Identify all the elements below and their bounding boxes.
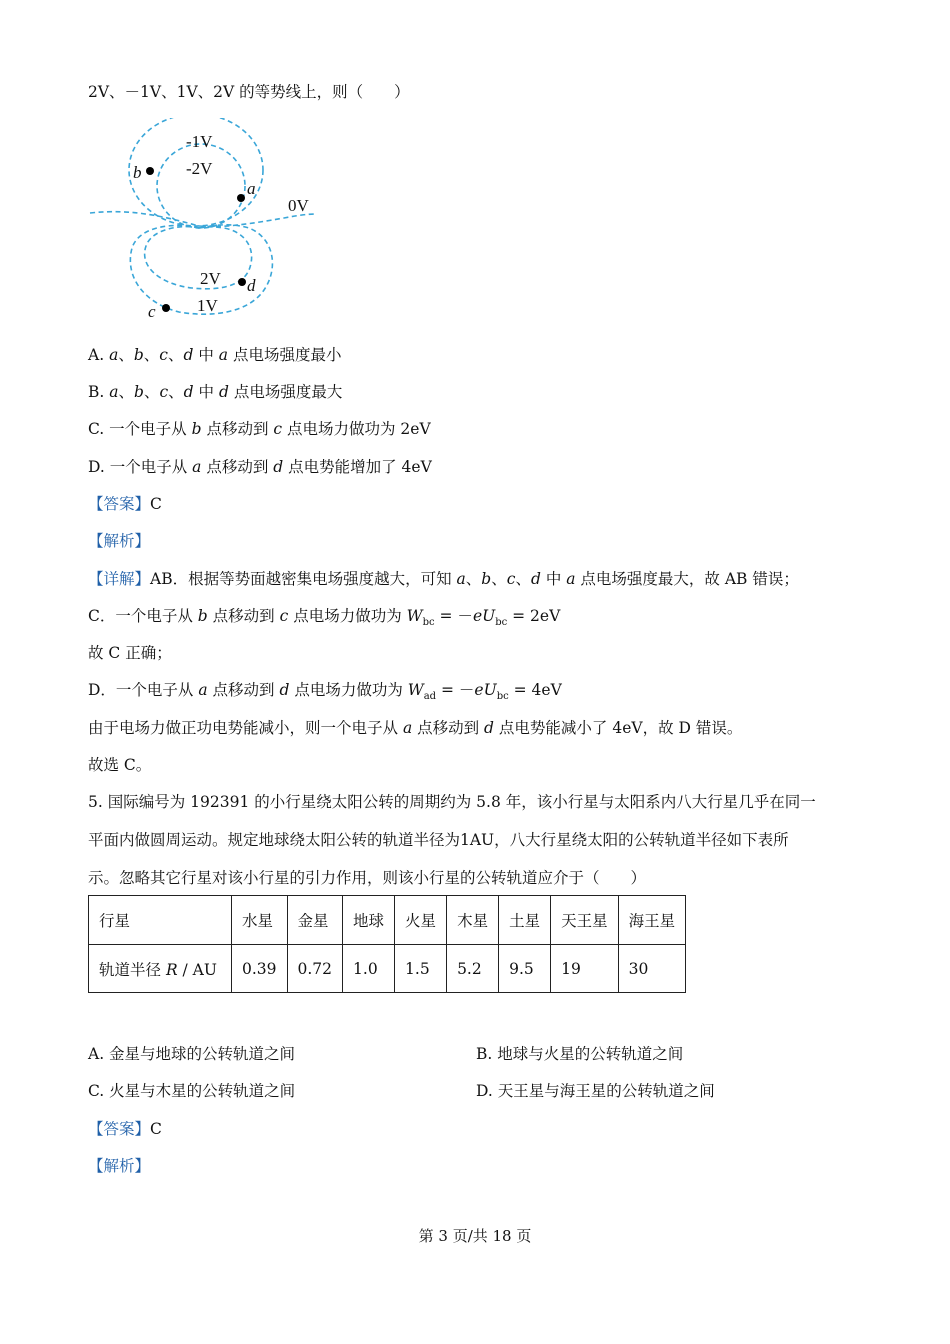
table-planet-cell: 木星: [447, 896, 499, 945]
q5-option-a: A. 金星与地球的公转轨道之间: [88, 1045, 296, 1063]
q5-stem-line3: 示。忽略其它行星对该小行星的引力作用，则该小行星的公转轨道应介于（ ）: [88, 869, 647, 887]
label-point-c: c: [148, 302, 156, 321]
q4-option-b: B. a、b、c、d 中 d 点电场强度最大: [88, 383, 343, 401]
label-point-d: d: [247, 276, 256, 295]
q5-answer: 【答案】C: [88, 1120, 162, 1138]
label-point-b: b: [133, 163, 142, 182]
table-planet-cell: 金星: [287, 896, 343, 945]
table-radius-cell: 5.2: [447, 945, 499, 993]
label-1v: 1V: [197, 296, 218, 315]
point-a-marker: [237, 194, 245, 202]
label-point-a: a: [247, 179, 256, 198]
q5-stem-line2: 平面内做圆周运动。规定地球绕太阳公转的轨道半径为1AU，八大行星绕太阳的公转轨道半径如下表所: [88, 831, 789, 849]
point-c-marker: [162, 304, 170, 312]
point-d-marker: [238, 278, 246, 286]
table-radius-row: [89, 945, 686, 993]
q4-option-d: D. 一个电子从 a 点移动到 d 点电势能增加了 4eV: [88, 458, 432, 476]
table-radius-cell: 9.5: [499, 945, 551, 993]
table-planet-cell: 土星: [499, 896, 551, 945]
q4-answer: 【答案】C: [88, 495, 162, 513]
q5-analysis-label: 【解析】: [88, 1157, 151, 1175]
table-radius-cell: 1.0: [343, 945, 395, 993]
label-minus1v: -1V: [186, 132, 213, 151]
table-planet-cell: 天王星: [551, 896, 619, 945]
table-header-label: 行星: [89, 896, 232, 945]
label-minus2v: -2V: [186, 159, 213, 178]
table-radius-cell: 19: [551, 945, 619, 993]
q5-option-b: B. 地球与火星的公转轨道之间: [476, 1045, 684, 1063]
equipotential-figure: [84, 118, 334, 328]
label-2v: 2V: [200, 269, 221, 288]
table-radius-cell: 1.5: [395, 945, 447, 993]
label-0v: 0V: [288, 196, 309, 215]
q4-detail-c: C．一个电子从 b 点移动到 c 点电场力做功为 $W_{bc} = -eU_{bc} = 2eV$: [88, 607, 561, 629]
table-planet-cell: 海王星: [618, 896, 686, 945]
table-row-label: 轨道半径 R / AU: [89, 945, 232, 993]
q5-option-d: D. 天王星与海王星的公转轨道之间: [476, 1082, 715, 1100]
q4-analysis-label: 【解析】: [88, 532, 151, 550]
question4-stem: 2V、－1V、1V、2V 的等势线上，则（ ）: [88, 83, 410, 101]
equipotential-zero-line: [90, 212, 316, 227]
q4-detail-c-conclusion: 故 C 正确；: [88, 644, 172, 662]
q4-detail-d2: 由于电场力做正功电势能减小，则一个电子从 a 点移动到 d 点电势能减小了 4eV，故 D 错误。: [88, 719, 743, 737]
planet-orbit-table: [88, 895, 686, 993]
q4-option-a: A. a、b、c、d 中 a 点电场强度最小: [88, 346, 342, 364]
q4-option-c: C. 一个电子从 b 点移动到 c 点电场力做功为 2eV: [88, 420, 431, 438]
equipotential-plus2-line: [145, 227, 252, 289]
q5-option-c: C. 火星与木星的公转轨道之间: [88, 1082, 296, 1100]
table-radius-cell: 0.39: [232, 945, 288, 993]
page-footer: 第 3 页/共 18 页: [418, 1227, 532, 1245]
equipotential-minus2-line: [157, 144, 245, 228]
q4-detail-ab: 【详解】AB．根据等势面越密集电场强度越大，可知 a、b、c、d 中 a 点电场强度最大，故 AB 错误；: [88, 570, 799, 588]
table-header-row: [89, 896, 686, 945]
table-radius-cell: 30: [618, 945, 686, 993]
point-b-marker: [146, 167, 154, 175]
table-planet-cell: 火星: [395, 896, 447, 945]
table-radius-cell: 0.72: [287, 945, 343, 993]
q5-stem-line1: 5. 国际编号为 192391 的小行星绕太阳公转的周期约为 5.8 年，该小行星与太阳系内八大行星几乎在同一: [88, 793, 816, 811]
table-planet-cell: 地球: [343, 896, 395, 945]
table-planet-cell: 水星: [232, 896, 288, 945]
q4-detail-d: D．一个电子从 a 点移动到 d 点电场力做功为 $W_{ad} = -eU_{bc} = 4eV$: [88, 681, 562, 703]
q4-final: 故选 C。: [88, 756, 152, 774]
